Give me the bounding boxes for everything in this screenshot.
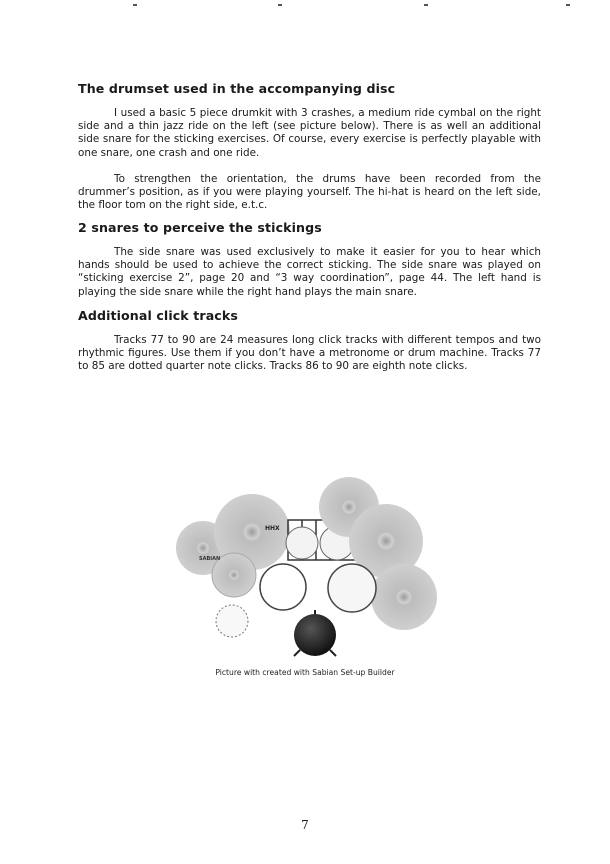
paragraph: I used a basic 5 piece drumkit with 3 crashes, a medium ride cymbal on the right side and a thin jazz ride on the left (see picture below). There is as well an additional side snare for the sticking exercises. Of course, every exercise is perfectly playable with one snare, one crash and one ride. <box>78 107 541 159</box>
heading: The drumset used in the accompanying disc <box>78 81 396 96</box>
snare-drum <box>260 564 306 610</box>
floor-tom <box>328 564 376 612</box>
bass-drum <box>294 614 336 656</box>
china-cymbal <box>371 564 437 630</box>
sabian-logo: SABIAN <box>199 556 221 562</box>
paragraph: Tracks 77 to 90 are 24 measures long click tracks with different tempos and two rhythmic figures. Use them if you don’t have a metronome or drum machine. Tracks 77 to 85 are dotted quarter note clicks. Tracks 86 to 90 are eighth note clicks. <box>78 334 541 373</box>
heading: Additional click tracks <box>78 308 238 323</box>
figure-caption: Picture with created with Sabian Set-up Builder <box>215 668 395 677</box>
rack-tom-1 <box>286 527 318 559</box>
hhx-logo: HHX <box>265 525 280 532</box>
side-snare <box>216 605 248 637</box>
page-number: 7 <box>301 818 309 832</box>
paragraph: To strengthen the orientation, the drums have been recorded from the drummer’s position, as if you were playing yourself. The hi-hat is heard on the left side, the floor tom on the right side, e.t.c. <box>78 172 541 212</box>
heading: 2 snares to perceive the stickings <box>78 220 322 235</box>
paragraph: The side snare was used exclusively to make it easier for you to hear which hands should be used to achieve the correct sticking. The side snare was played on “sticking exercise 2”, page 20 and “3 way coordination”, page 44. The left hand is playing the side snare while the right hand plays the main snare. <box>78 246 541 298</box>
